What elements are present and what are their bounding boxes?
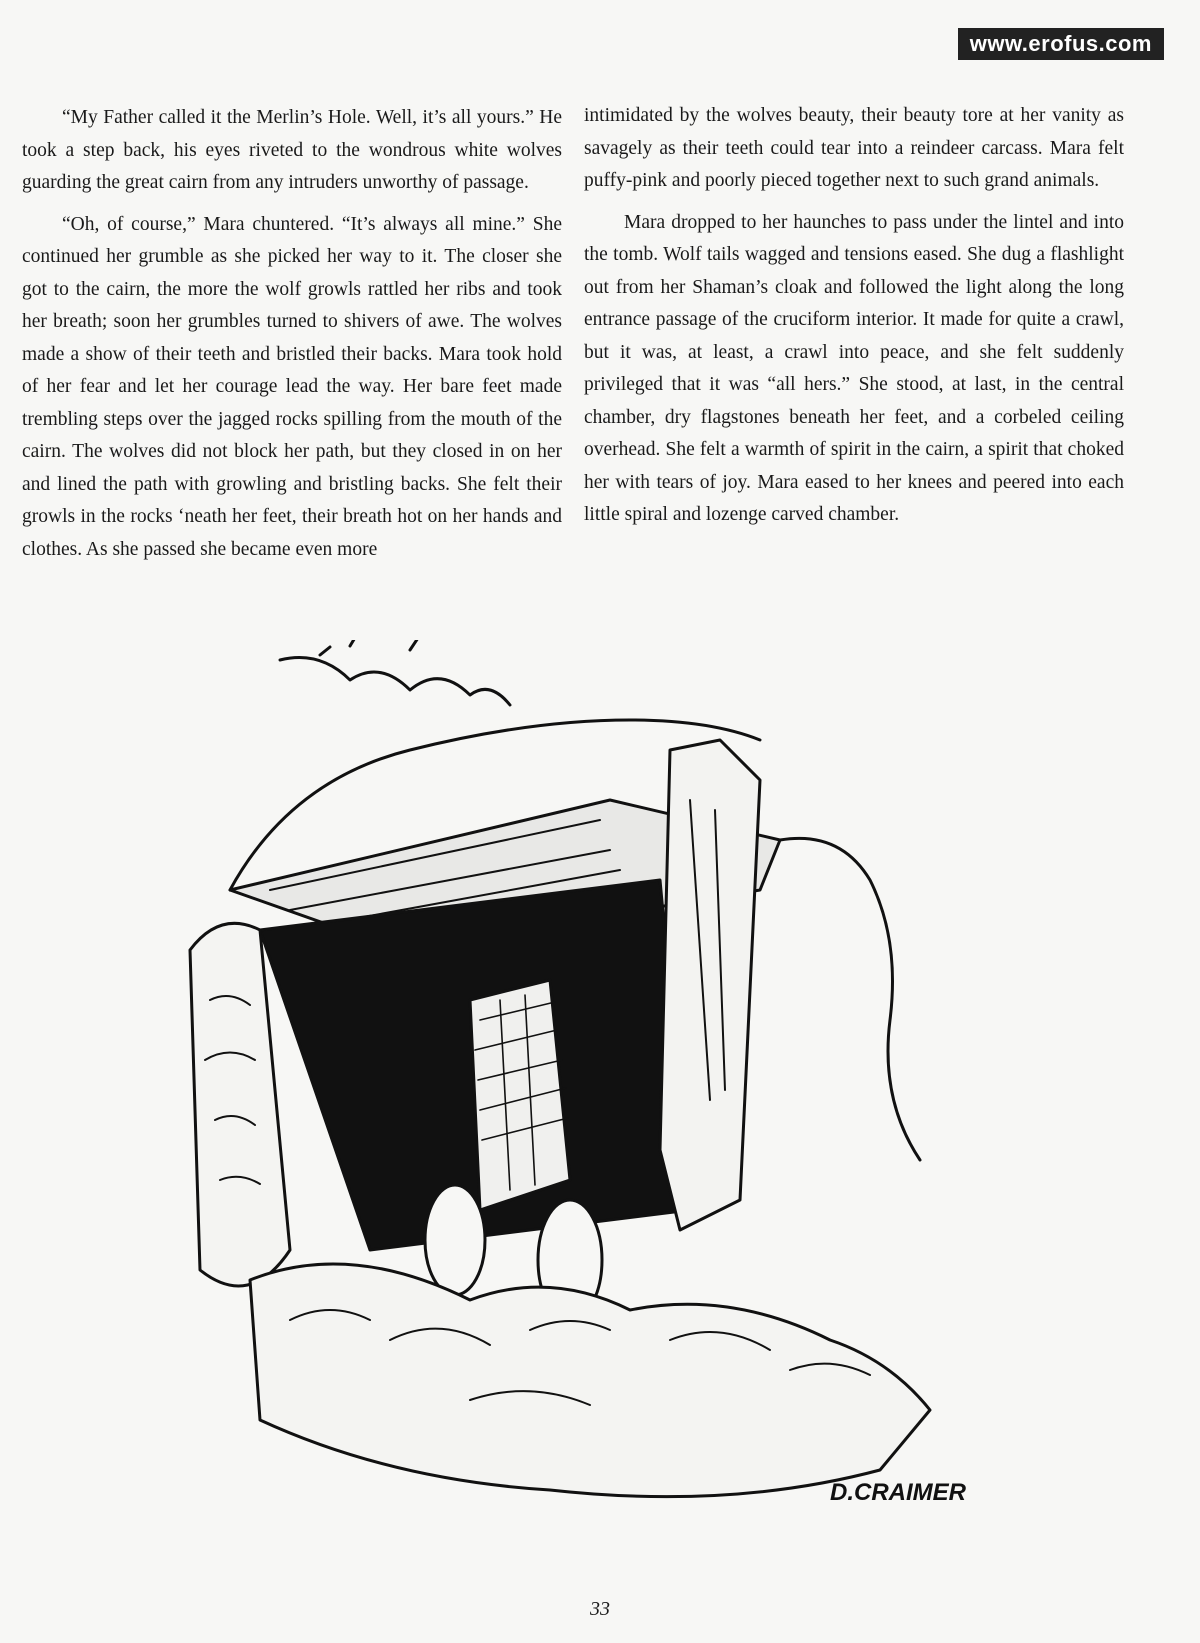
artist-signature: D.CRAIMER [830,1479,966,1506]
cloud [280,658,510,706]
paragraph: Mara dropped to her haunches to pass under the lintel and into the tomb. Wolf tails wagged and tensions eased. She dug a flashlight out from her Shaman’s cloak and followed the light along the long entrance passage of the cruciform interior. It made for quite a crawl, but it was, at least, a crawl into peace, and she felt suddenly privileged that it was “all hers.” She stood, at last, in the central chamber, dry flagstones beneath her feet, and a corbeled ceiling overhead. She felt a warmth of spirit in the cairn, a spirit that choked her with tears of joy. Mara eased to her knees and peered into each little spiral and lozenge carved chamber. [584,211,1124,525]
cairn-illustration [170,640,1070,1540]
standing-stone [660,740,760,1230]
right-text-column [584,100,1124,541]
left-text-column [22,102,562,575]
rubble [250,1264,930,1497]
cloud [320,640,418,655]
mound-edge [780,838,920,1160]
watermark: www.erofus.com [958,28,1164,60]
page-number: 33 [590,1598,610,1620]
foot [425,1185,485,1295]
paragraph: intimidated by the wolves beauty, their beauty tore at her vanity as savagely as their teeth could tear into a reindeer carcass. Mara felt puffy-pink and poorly pieced together next to such grand animals. [584,105,1124,191]
paragraph: “My Father called it the Merlin’s Hole. Well, it’s all yours.” He took a step back, his eyes riveted to the wondrous white wolves guarding the great cairn from any intruders unworthy of passage. [22,107,562,193]
paragraph: “Oh, of course,” Mara chuntered. “It’s always all mine.” She continued her grumble as she picked her way to it. The closer she got to the cairn, the more the wolf growls rattled her ribs and took her breath; soon her grumbles turned to shivers of awe. The wolves made a show of their teeth and bristled their backs. Mara took hold of her fear and let her courage lead the way. Her bare feet made trembling steps over the jagged rocks spilling from the mouth of the cairn. The wolves did not block her path, but they closed in on her and lined the path with growling and bristling backs. She felt their growls in the rocks ‘neath her feet, their breath hot on her hands and clothes. As she passed she became even more [22,213,562,560]
